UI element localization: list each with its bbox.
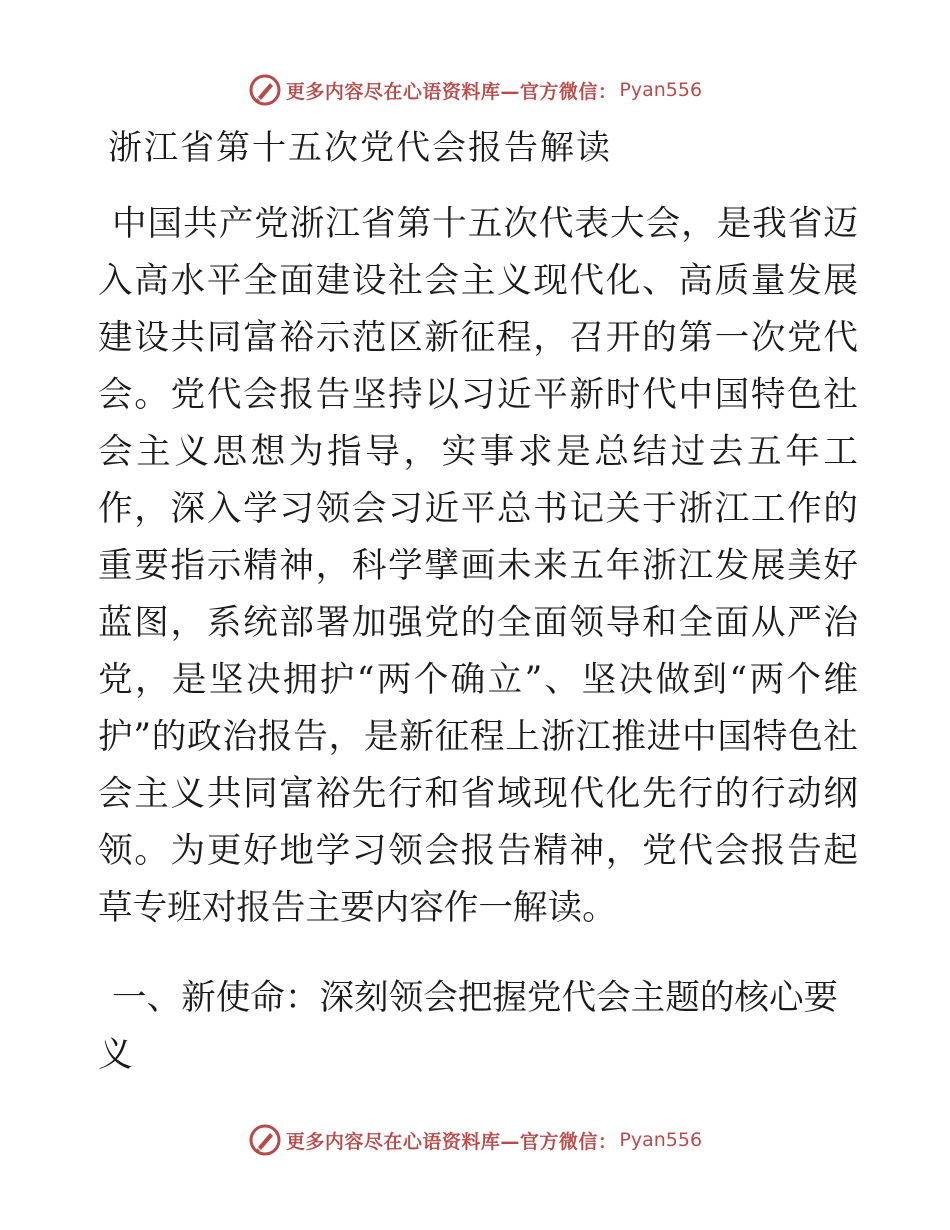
pen-seal-icon (248, 73, 282, 107)
watermark-footer (0, 1120, 950, 1160)
document-title: 浙江省第十五次党代会报告解读 (108, 128, 612, 168)
watermark-text: 更多内容尽在心语资料库—官方微信： (285, 80, 618, 103)
watermark-wechat-id: Pyan556 (619, 1129, 703, 1151)
pen-seal-icon (248, 1123, 282, 1157)
watermark-header (0, 70, 950, 110)
watermark-wechat-id: Pyan556 (619, 79, 703, 101)
watermark-text: 更多内容尽在心语资料库—官方微信： (285, 1130, 618, 1153)
intro-paragraph: 中国共产党浙江省第十五次代表大会，是我省迈入高水平全面建设社会主义现代化、高质量发展建设共同富裕示范区新征程，召开的第一次党代会。党代会报告坚持以习近平新时代中国特色社会主义思想为指导，实事求是总结过去五年工作，深入学习领会习近平总书记关于浙江工作的重要指示精神，科学擘画未来五年浙江发展美好蓝图，系统部署加强党的全面领导和全面从严治党，是坚决拥护“两个确立”、坚决做到“两个维护”的政治报告，是新征程上浙江推进中国特色社会主义共同富裕先行和省域现代化先行的行动纲领。为更好地学习领会报告精神，党代会报告起草专班对报告主要内容作一解读。 (98, 204, 858, 928)
section-heading: 一、新使命：深刻领会把握党代会主题的核心要义 (98, 978, 839, 1075)
